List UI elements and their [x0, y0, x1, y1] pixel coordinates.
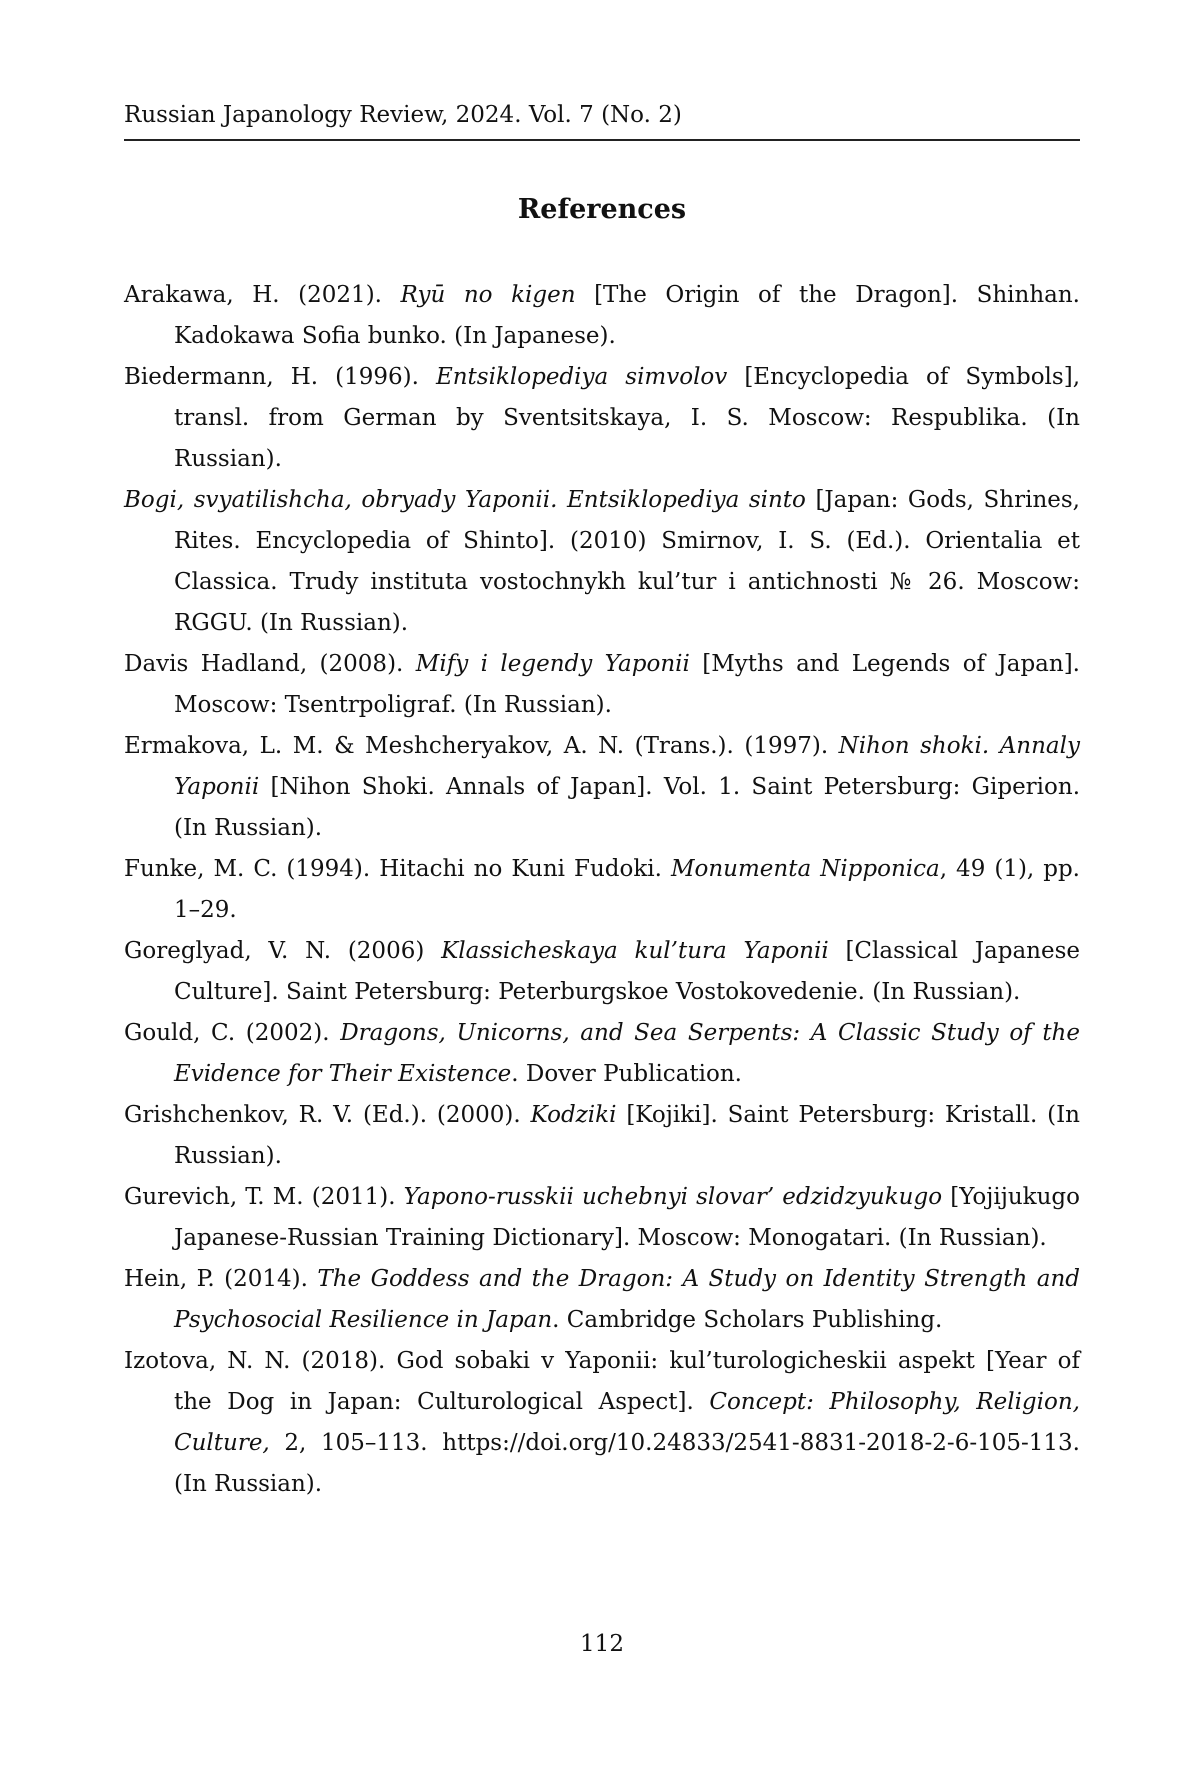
- reference-author: Hein, P. (2014).: [124, 1266, 318, 1292]
- reference-author: Arakawa, H. (2021).: [124, 282, 401, 308]
- reference-entry: [124, 644, 1080, 726]
- reference-entry: [124, 726, 1080, 849]
- reference-details: [Classical Japanese Culture]. Saint Petersburg: Peterburgskoe Vostokovedenie. (In Russian).: [174, 938, 1080, 1005]
- reference-author: Goreglyad, V. N. (2006): [124, 938, 442, 964]
- reference-author: Izotova, N. N. (2018). God sobaki v Yaponii: kul’turologicheskii aspekt [Year of the Dog in Japan: Culturological Aspect].: [124, 1348, 1080, 1415]
- reference-title: Ryū no kigen: [400, 282, 576, 308]
- reference-author: Grishchenkov, R. V. (Ed.). (2000).: [124, 1102, 531, 1128]
- header-divider: [124, 139, 1080, 141]
- reference-details: [Encyclopedia of Symbols], transl. from German by Sventsitskaya, I. S. Moscow: Respublika. (In Russian).: [174, 364, 1081, 472]
- reference-title: Monumenta Nipponica: [670, 856, 940, 882]
- reference-details: 2, 105–113. https://doi.org/10.24833/2541-8831-2018-2-6-105-113. (In Russian).: [174, 1430, 1080, 1497]
- reference-entry: [124, 357, 1080, 480]
- reference-details: , 49 (1), pp. 1–29.: [174, 856, 1080, 923]
- reference-list: [124, 275, 1080, 1505]
- reference-author: Davis Hadland, (2008).: [124, 651, 416, 677]
- reference-author: Gurevich, T. M. (2011).: [124, 1184, 404, 1210]
- reference-title: Entsiklopediya simvolov: [435, 364, 728, 390]
- reference-details: [Myths and Legends of Japan]. Moscow: Tsentrpoligraf. (In Russian).: [174, 651, 1080, 718]
- reference-title: Klassicheskaya kul’tura Yaponii: [441, 938, 829, 964]
- reference-details: . Dover Publication.: [511, 1061, 742, 1087]
- reference-author: Biedermann, H. (1996).: [124, 364, 436, 390]
- reference-title: Concept: Philosophy, Religion, Culture,: [174, 1389, 1080, 1456]
- section-title: References: [517, 194, 687, 225]
- reference-author: Gould, C. (2002).: [124, 1020, 341, 1046]
- reference-details: [The Origin of the Dragon]. Shinhan. Kadokawa Sofia bunko. (In Japanese).: [174, 282, 1080, 349]
- reference-title: Kodziki: [530, 1102, 617, 1128]
- reference-title: Yapono-russkii uchebnyi slovar’ edzidzyukugo: [403, 1184, 943, 1210]
- reference-details: [Japan: Gods, Shrines, Rites. Encyclopedia of Shinto]. (2010) Smirnov, I. S. (Ed.). Orientalia et Classica. Trudy instituta vostochnykh kul’tur i antichnosti № 26. Moscow: RGGU. (In Russian).: [174, 487, 1080, 636]
- reference-entry: [124, 275, 1080, 357]
- reference-details: . Cambridge Scholars Publishing.: [552, 1307, 943, 1333]
- reference-entry: [124, 1177, 1080, 1259]
- reference-entry: [124, 849, 1080, 931]
- reference-author: Funke, M. C. (1994). Hitachi no Kuni Fudoki.: [124, 856, 671, 882]
- reference-details: [Kojiki]. Saint Petersburg: Kristall. (In Russian).: [174, 1102, 1080, 1169]
- reference-entry: [124, 1259, 1080, 1341]
- reference-entry: [124, 1341, 1080, 1505]
- page-number: 112: [580, 1631, 624, 1657]
- reference-author: Ermakova, L. M. & Meshcheryakov, A. N. (Trans.). (1997).: [124, 733, 839, 759]
- reference-entry: [124, 1013, 1080, 1095]
- reference-title: Dragons, Unicorns, and Sea Serpents: A Classic Study of the Evidence for Their Existence: [174, 1020, 1080, 1087]
- reference-title: The Goddess and the Dragon: A Study on Identity Strength and Psychosocial Resilience in Japan: [174, 1266, 1080, 1333]
- reference-title: Bogi, svyatilishcha, obryady Yaponii. Entsiklopediya sinto: [124, 487, 806, 513]
- reference-entry: [124, 480, 1080, 644]
- reference-title: Mify i legendy Yaponii: [415, 651, 690, 677]
- reference-entry: [124, 931, 1080, 1013]
- reference-details: [Yojijukugo Japanese-Russian Training Dictionary]. Moscow: Monogatari. (In Russian).: [174, 1184, 1080, 1251]
- running-header: Russian Japanology Review, 2024. Vol. 7 (No. 2): [124, 102, 682, 128]
- reference-details: [Nihon Shoki. Annals of Japan]. Vol. 1. Saint Petersburg: Giperion. (In Russian).: [174, 774, 1080, 841]
- reference-title: Nihon shoki. Annaly Yaponii: [174, 733, 1080, 800]
- reference-entry: [124, 1095, 1080, 1177]
